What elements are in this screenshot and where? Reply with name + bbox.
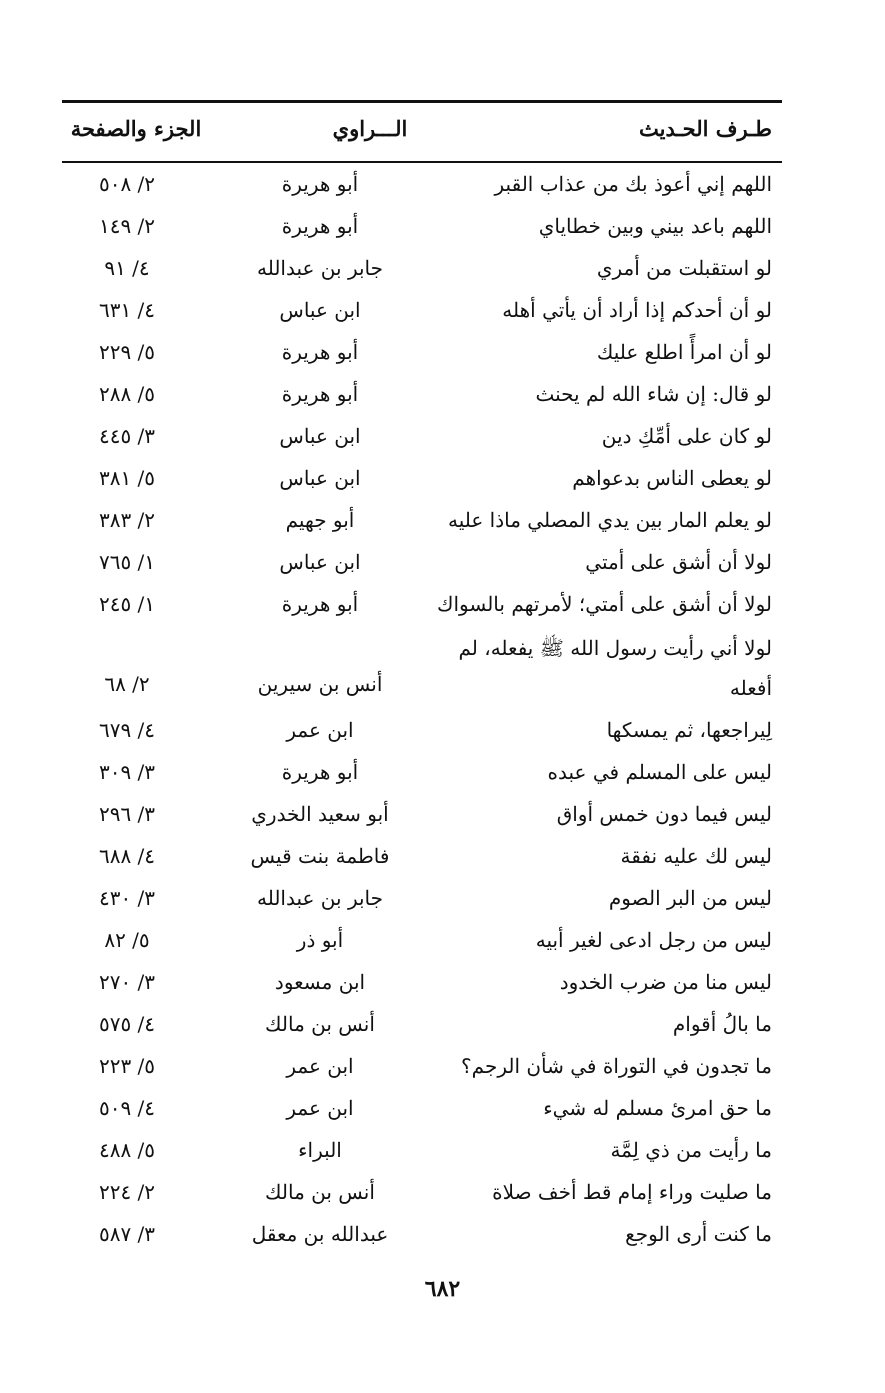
table-row xyxy=(62,292,782,334)
table-row xyxy=(62,544,782,586)
juz-page-cell: ١/ ٧٦٥ xyxy=(98,550,156,574)
juz-page-cell: ٤/ ٦٧٩ xyxy=(98,718,156,742)
table-row xyxy=(62,250,782,292)
juz-page-cell: ٥/ ٤٨٨ xyxy=(98,1138,156,1162)
rawi-cell: ابن مسعود xyxy=(274,970,366,994)
juz-page-cell: ٥/ ٢٢٣ xyxy=(98,1054,156,1078)
rawi-cell: أبو سعيد الخدري xyxy=(251,802,389,826)
juz-page-cell: ٣/ ٥٨٧ xyxy=(98,1222,156,1246)
juz-page-cell: ٥/ ٢٢٩ xyxy=(98,340,156,364)
hadith-cell: ما تجدون في التوراة في شأن الرجم؟ xyxy=(461,1054,772,1078)
rawi-cell: أبو هريرة xyxy=(281,592,359,616)
juz-page-cell: ٤/ ٥٧٥ xyxy=(98,1012,156,1036)
table-row xyxy=(62,1090,782,1132)
header-juz: الجزء والصفحة xyxy=(70,116,202,141)
rawi-cell: البراء xyxy=(298,1138,342,1162)
table-row xyxy=(62,334,782,376)
rawi-cell: أنس بن مالك xyxy=(265,1180,375,1204)
juz-page-cell: ٤/ ٥٠٩ xyxy=(98,1096,156,1120)
table-row xyxy=(62,796,782,838)
rawi-cell: ابن عباس xyxy=(279,424,361,448)
juz-page-cell: ٣/ ٢٧٠ xyxy=(98,970,156,994)
header-bottom-rule xyxy=(62,161,782,163)
table-row xyxy=(62,964,782,1006)
hadith-cell: لو استقبلت من أمري xyxy=(596,256,772,280)
table-header xyxy=(62,108,782,158)
table-row xyxy=(62,166,782,208)
juz-page-cell: ٣/ ٤٣٠ xyxy=(98,886,156,910)
juz-page-cell: ٣/ ٣٠٩ xyxy=(98,760,156,784)
juz-page-cell: ٥/ ٢٨٨ xyxy=(98,382,156,406)
rawi-cell: عبدالله بن معقل xyxy=(251,1222,389,1246)
juz-page-cell: ٢/ ١٤٩ xyxy=(98,214,156,238)
hadith-cell: ما صليت وراء إمام قط أخف صلاة xyxy=(492,1180,772,1204)
rawi-cell: ابن عمر xyxy=(286,718,354,742)
hadith-cell: لِيراجعها، ثم يمسكها xyxy=(606,718,772,742)
rawi-cell: ابن عباس xyxy=(279,466,361,490)
hadith-cell: لولا أن أشق على أمتي xyxy=(585,550,772,574)
table-row xyxy=(62,1216,782,1258)
juz-page-cell: ٤/ ٦٨٨ xyxy=(98,844,156,868)
table-row xyxy=(62,460,782,502)
hadith-cell: لو كان على أمِّكِ دين xyxy=(601,424,772,448)
hadith-cell: ليس من البر الصوم xyxy=(608,886,772,910)
hadith-cell: لو قال: إن شاء الله لم يحنث xyxy=(535,382,772,406)
rawi-cell: أنس بن مالك xyxy=(265,1012,375,1036)
table-row xyxy=(62,418,782,460)
hadith-cell: اللهم باعد بيني وبين خطاياي xyxy=(538,214,772,238)
table-row xyxy=(62,1174,782,1216)
table-row xyxy=(62,502,782,544)
header-hadith: طـرف الحـديث xyxy=(639,116,772,141)
hadith-index-table xyxy=(62,166,782,1258)
rawi-cell: أبو هريرة xyxy=(281,214,359,238)
table-row xyxy=(62,922,782,964)
juz-page-cell: ١/ ٢٤٥ xyxy=(98,592,156,616)
hadith-cell: لو يعطى الناس بدعواهم xyxy=(572,466,772,490)
hadith-cell: لو أن امرأً اطلع عليك xyxy=(596,340,772,364)
rawi-cell: أبو هريرة xyxy=(281,382,359,406)
rawi-cell: جابر بن عبدالله xyxy=(256,256,384,280)
table-row xyxy=(62,208,782,250)
rawi-cell: ابن عباس xyxy=(279,298,361,322)
juz-page-cell: ٣/ ٢٩٦ xyxy=(98,802,156,826)
juz-page-cell: ٢/ ٦٨ xyxy=(104,672,150,696)
hadith-cell: لولا أني رأيت رسول الله ﷺ يفعله، لم أفعله xyxy=(458,636,772,700)
juz-page-cell: ٥/ ٣٨١ xyxy=(98,466,156,490)
table-row xyxy=(62,712,782,754)
hadith-cell: ليس من رجل ادعى لغير أبيه xyxy=(535,928,772,952)
hadith-cell: ما بالُ أقوام xyxy=(672,1012,772,1036)
page-number: ٦٨٢ xyxy=(424,1276,461,1302)
rawi-cell: أبو هريرة xyxy=(281,760,359,784)
juz-page-cell: ٥/ ٨٢ xyxy=(104,928,150,952)
juz-page-cell: ٤/ ٦٣١ xyxy=(98,298,156,322)
juz-page-cell: ٤/ ٩١ xyxy=(104,256,150,280)
table-row xyxy=(62,628,782,712)
rawi-cell: ابن عباس xyxy=(279,550,361,574)
hadith-cell: ليس منا من ضرب الخدود xyxy=(559,970,772,994)
rawi-cell: أنس بن سيرين xyxy=(257,672,383,696)
rawi-cell: ابن عمر xyxy=(286,1096,354,1120)
juz-page-cell: ٢/ ٣٨٣ xyxy=(98,508,156,532)
juz-page-cell: ٢/ ٢٢٤ xyxy=(98,1180,156,1204)
table-row xyxy=(62,754,782,796)
hadith-cell: ما كنت أرى الوجع xyxy=(625,1222,772,1246)
rawi-cell: ابن عمر xyxy=(286,1054,354,1078)
table-row xyxy=(62,376,782,418)
table-row xyxy=(62,1048,782,1090)
juz-page-cell: ٢/ ٥٠٨ xyxy=(98,172,156,196)
hadith-cell: لو أن أحدكم إذا أراد أن يأتي أهله xyxy=(502,298,772,322)
rawi-cell: أبو هريرة xyxy=(281,340,359,364)
hadith-cell: اللهم إني أعوذ بك من عذاب القبر xyxy=(494,172,772,196)
table-row xyxy=(62,880,782,922)
rawi-cell: جابر بن عبدالله xyxy=(256,886,384,910)
rawi-cell: أبو جهيم xyxy=(285,508,355,532)
hadith-cell: ما رأيت من ذي لِمَّة xyxy=(610,1138,772,1162)
table-row xyxy=(62,586,782,628)
table-row xyxy=(62,838,782,880)
hadith-cell: ليس فيما دون خمس أواق xyxy=(556,802,772,826)
table-row xyxy=(62,1006,782,1048)
rawi-cell: فاطمة بنت قيس xyxy=(250,844,390,868)
juz-page-cell: ٣/ ٤٤٥ xyxy=(98,424,156,448)
header-rawi: الـــراوي xyxy=(332,116,408,141)
table-row xyxy=(62,1132,782,1174)
hadith-cell: لولا أن أشق على أمتي؛ لأمرتهم بالسواك xyxy=(437,592,772,616)
header-top-rule xyxy=(62,100,782,103)
hadith-cell: ما حق امرئ مسلم له شيء xyxy=(543,1096,772,1120)
hadith-cell: لو يعلم المار بين يدي المصلي ماذا عليه xyxy=(447,508,772,532)
hadith-cell: ليس لك عليه نفقة xyxy=(620,844,772,868)
hadith-cell: ليس على المسلم في عبده xyxy=(547,760,772,784)
rawi-cell: أبو هريرة xyxy=(281,172,359,196)
rawi-cell: أبو ذر xyxy=(296,928,344,952)
